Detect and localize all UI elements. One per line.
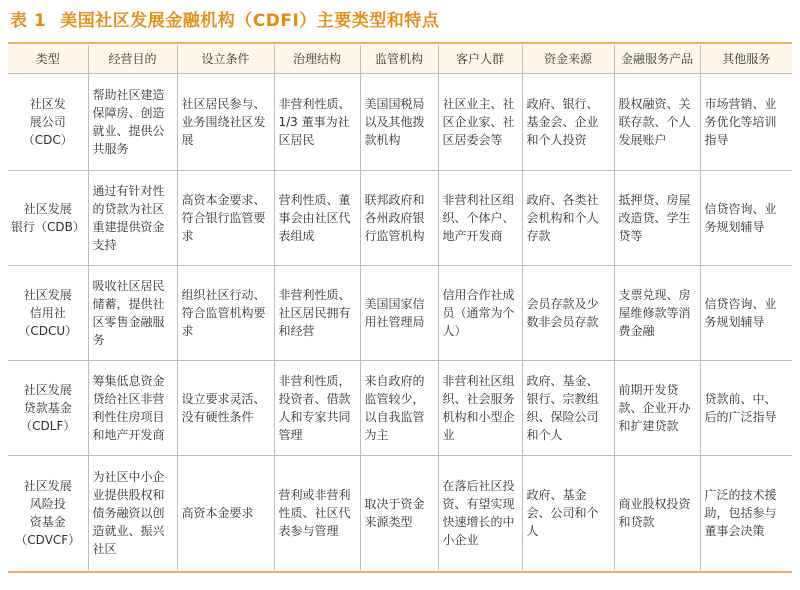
type-line: 社区发展 <box>23 288 72 302</box>
cell-products: 支票兑现、房屋维修款等消费金融 <box>614 266 700 361</box>
cell-purpose: 筹集低息资金贷给社区非营利性住房项目和地产开发商 <box>88 361 177 456</box>
type-line: 贷款基金 <box>23 401 72 415</box>
cell-type <box>8 361 88 456</box>
type-line: （CDVCF） <box>15 533 81 547</box>
header-other: 其他服务 <box>700 45 792 74</box>
cell-conditions: 高资本金要求 <box>177 456 274 571</box>
top-rule <box>8 42 792 44</box>
header-purpose: 经营目的 <box>88 45 177 74</box>
cell-purpose: 吸收社区居民储蓄，提供社区零售金融服务 <box>88 266 177 361</box>
cell-products: 商业股权投资和贷款 <box>614 456 700 571</box>
cell-products: 股权融资、关联存款、个人发展账户 <box>614 74 700 171</box>
cell-conditions: 高资本金要求、符合银行监管要求 <box>177 171 274 266</box>
type-line: 资基金 <box>29 515 66 529</box>
cell-type <box>8 74 88 171</box>
type-line: 展公司 <box>29 115 66 129</box>
table-number: 表 1 <box>10 11 47 31</box>
type-line: 信用社 <box>29 306 66 320</box>
cell-governance: 非营利性质、社区居民拥有和经营 <box>274 266 360 361</box>
type-line: 社区发展 <box>23 383 72 397</box>
type-line: 银行（CDB） <box>11 220 85 234</box>
cell-regulator: 取决于资金来源类型 <box>360 456 438 571</box>
cell-clients: 非营利社区组织、个体户、地产开发商 <box>438 171 522 266</box>
cell-products: 前期开发贷款、企业开办和扩建贷款 <box>614 361 700 456</box>
header-regulator: 监管机构 <box>360 45 438 74</box>
cdfi-types-table <box>8 45 792 570</box>
cell-funding: 会员存款及少数非会员存款 <box>522 266 614 361</box>
cell-other: 信贷咨询、业务规划辅导 <box>700 266 792 361</box>
type-line: （CDC） <box>22 133 73 147</box>
cell-funding: 政府、银行、基金会、企业和个人投资 <box>522 74 614 171</box>
cell-governance: 营利或非营利性质、社区代表参与管理 <box>274 456 360 571</box>
cell-regulator: 联邦政府和各州政府银行监管机构 <box>360 171 438 266</box>
type-line: 社区发展 <box>23 202 72 216</box>
cell-clients: 社区业主、社区企业家、社区居委会等 <box>438 74 522 171</box>
cell-type <box>8 171 88 266</box>
cell-clients: 信用合作社成员（通常为个人） <box>438 266 522 361</box>
type-line: （CDLF） <box>20 419 76 433</box>
table-row-cdlf <box>8 361 792 456</box>
header-clients: 客户人群 <box>438 45 522 74</box>
table-row-cdvcf <box>8 456 792 571</box>
cell-clients: 在落后社区投资、有望实现快速增长的中小企业 <box>438 456 522 571</box>
table-row-cdb <box>8 171 792 266</box>
cell-conditions: 社区居民参与、业务围绕社区发展 <box>177 74 274 171</box>
table-caption <box>10 6 439 36</box>
header-row <box>8 45 792 74</box>
type-line: 社区发展 <box>23 479 72 493</box>
cell-type <box>8 456 88 571</box>
cell-purpose: 通过有针对性的贷款为社区重建提供资金支持 <box>88 171 177 266</box>
cell-funding: 政府、基金、银行、宗教组织、保险公司和个人 <box>522 361 614 456</box>
header-funding: 资金来源 <box>522 45 614 74</box>
cell-other: 贷款前、中、后的广泛指导 <box>700 361 792 456</box>
bottom-rule <box>8 571 792 573</box>
table-row-cdcu <box>8 266 792 361</box>
table-row-cdc <box>8 74 792 171</box>
header-governance: 治理结构 <box>274 45 360 74</box>
cell-other: 信贷咨询、业务规划辅导 <box>700 171 792 266</box>
cell-funding: 政府、基金会、公司和个人 <box>522 456 614 571</box>
cell-conditions: 组织社区行动、符合监管机构要求 <box>177 266 274 361</box>
type-line: （CDCU） <box>18 324 78 338</box>
cell-purpose: 为社区中小企业提供股权和债务融资以创造就业、振兴社区 <box>88 456 177 571</box>
cell-purpose: 帮助社区建造保障房、创造就业、提供公共服务 <box>88 74 177 171</box>
cell-regulator: 来自政府的监管较少，以自我监管为主 <box>360 361 438 456</box>
cell-governance: 营利性质、董事会由社区代表组成 <box>274 171 360 266</box>
cell-other: 市场营销、业务优化等培训指导 <box>700 74 792 171</box>
cell-regulator: 美国国税局以及其他拨款机构 <box>360 74 438 171</box>
cell-type <box>8 266 88 361</box>
type-line: 风险投 <box>29 497 66 511</box>
cell-governance: 非营利性质，投资者、借款人和专家共同管理 <box>274 361 360 456</box>
cell-other: 广泛的技术援助，包括参与董事会决策 <box>700 456 792 571</box>
cell-funding: 政府、各类社会机构和个人存款 <box>522 171 614 266</box>
cell-clients: 非营利社区组织、社会服务机构和小型企业 <box>438 361 522 456</box>
cell-conditions: 设立要求灵活、没有硬性条件 <box>177 361 274 456</box>
cell-regulator: 美国国家信用社管理局 <box>360 266 438 361</box>
header-type: 类型 <box>8 45 88 74</box>
header-conditions: 设立条件 <box>177 45 274 74</box>
cell-governance: 非营利性质、1/3 董事为社区居民 <box>274 74 360 171</box>
type-line: 社区发 <box>29 97 66 111</box>
table-title: 美国社区发展金融机构（CDFI）主要类型和特点 <box>60 11 440 31</box>
header-products: 金融服务产品 <box>614 45 700 74</box>
cell-products: 抵押贷、房屋改造贷、学生贷等 <box>614 171 700 266</box>
